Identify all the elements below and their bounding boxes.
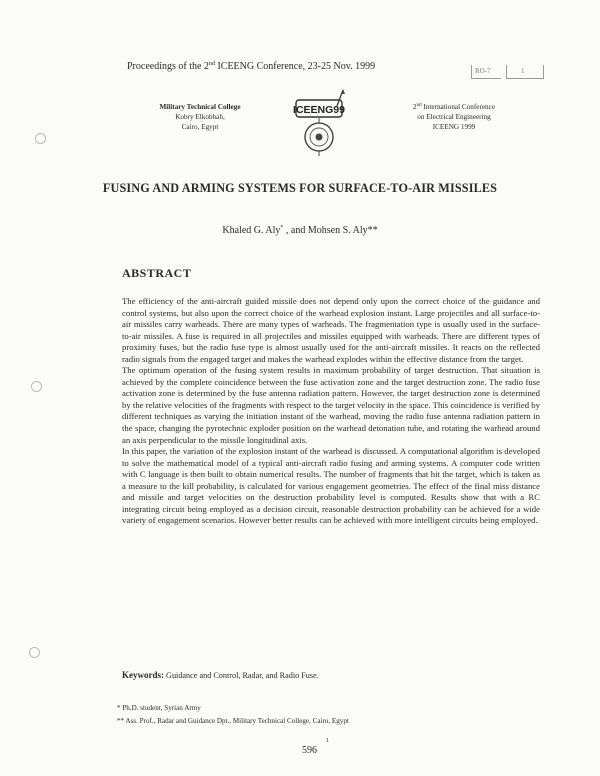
logo-text: ICEENG99 bbox=[293, 104, 345, 116]
author-line bbox=[0, 225, 600, 236]
page-superscript: 1 bbox=[326, 738, 329, 744]
abstract-paragraph-2: The optimum operation of the fusing system results in maximum probability of target destruction. That situation is achieved by the complete coincidence between the fuse activation zone and the target destruction zone. The radio fuse activation zone is determined by the fuse antenna radiation pattern. However, the target destruction zone is determined by the relative velocities of the fragments with respect to the target velocity in the space. This coincidence is verified by different techniques as varying the initiation instant of the warhead, moving the radio fuse antenna radiation pattern in the space, changing the pyrotechnic exploder position on the warhead detonation tube, and rotating the warhead around an axis perpendicular to the missile longitudinal axis. bbox=[122, 365, 540, 445]
page-number: 596 bbox=[302, 745, 317, 756]
paper-title: FUSING AND ARMING SYSTEMS FOR SURFACE-TO-AIR MISSILES bbox=[102, 181, 498, 195]
abstract-paragraph-3: In this paper, the variation of the explosion instant of the warhead is discussed. A computational algorithm is developed to solve the mathematical model of a typical anti-aircraft radio fusing and arming systems. A computer code written with C language is then built to obtain numerical results. The number of fragments that hit the target, which is taken as a measure to the kill probability, is calculated for various engagement geometries. The effect of the final miss distance and missile and target velocities on the destruction probability level is computed. Results show that with a RC integrating circuit being employed as a decision circuit, reasonable destruction probability can be achieved for a wide variety of engagement scenarios. However better results can be achieved with more intelligent circuits being employed. bbox=[122, 446, 540, 526]
proceedings-prefix: Proceedings of the 2 bbox=[127, 61, 209, 72]
college-city: Cairo, Egypt bbox=[181, 122, 219, 131]
logo-graphic bbox=[282, 88, 360, 162]
proceedings-suffix: ICEENG Conference, 23-25 Nov. 1999 bbox=[214, 61, 376, 72]
keywords bbox=[122, 670, 319, 680]
author-1: Khaled G. Aly bbox=[222, 225, 281, 236]
college-address bbox=[140, 103, 260, 132]
punch-hole-bottom bbox=[29, 647, 40, 658]
conference-info bbox=[395, 103, 513, 132]
footnotes bbox=[117, 702, 349, 728]
abstract-body bbox=[122, 296, 540, 527]
college-district: Kobry Elkobbah, bbox=[175, 112, 225, 121]
abstract-heading: ABSTRACT bbox=[122, 266, 192, 280]
keywords-text: Guidance and Control, Radar, and Radio Fuse. bbox=[164, 671, 319, 680]
conference-line-1-rest: International Conference bbox=[421, 103, 496, 111]
conference-line-2: on Electrical Engineering bbox=[417, 112, 491, 121]
abstract-paragraph-1: The efficiency of the anti-aircraft guided missile does not depend only upon the correct choice of the guidance and control systems, but also upon the correct choice of the warhead explosion instant. Large projectiles and all surface-to-air missiles carry warheads. There are many types of warheads. The fragmentation type is usually used in the surface-to-air missiles. A fuse is required in all projectiles and missiles equipped with warheads. There are different types of proximity fuses, but the radio fuse type is almost usually used for the anti-aircraft missiles. It reacts on the reflected radio signals from the engaged target and makes the warhead explodes within the effective distance from the target. bbox=[122, 296, 540, 364]
author-1-mark: * bbox=[280, 225, 284, 231]
proceedings-sup: nd bbox=[208, 61, 215, 67]
footnote-2: ** Ass. Prof., Radar and Guidance Dpt., Military Technical College, Cairo, Egypt bbox=[117, 717, 349, 725]
punch-hole-top bbox=[35, 133, 46, 144]
conference-ordinal-sup: nd bbox=[416, 103, 422, 108]
conference-line-1 bbox=[395, 103, 513, 113]
paper-code: RO-7 bbox=[475, 67, 491, 75]
conference-ordinal: 2 bbox=[412, 103, 417, 111]
conference-line-3: ICEENG 1999 bbox=[432, 122, 476, 131]
keywords-label: Keywords: bbox=[122, 670, 164, 680]
paper-code-box bbox=[471, 66, 543, 79]
code-bracket-right bbox=[506, 65, 544, 79]
college-name: Military Technical College bbox=[159, 103, 241, 111]
paper-page-index: 1 bbox=[521, 67, 525, 75]
author-separator: , and bbox=[283, 225, 308, 236]
punch-hole-middle bbox=[31, 381, 42, 392]
author-2: Mohsen S. Aly** bbox=[307, 225, 378, 236]
conference-logo bbox=[282, 88, 360, 162]
proceedings-line bbox=[127, 61, 375, 72]
footnote-1: * Ph.D. student, Syrian Army bbox=[117, 704, 201, 712]
